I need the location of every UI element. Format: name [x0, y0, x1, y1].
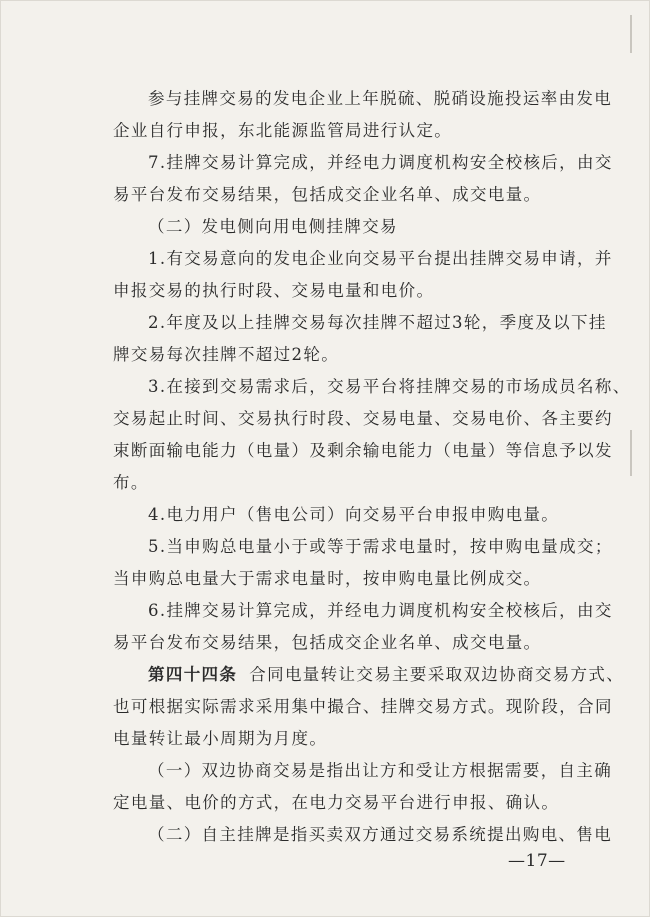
- scan-edge-mark: [630, 430, 632, 476]
- text-line-13: 布。: [113, 473, 149, 492]
- text-line-20: 也可根据实际需求采用集中撮合、挂牌交易方式。现阶段，合同: [113, 697, 613, 716]
- article-number: 第四十四条: [148, 665, 238, 684]
- text-line-8: 2.年度及以上挂牌交易每次挂牌不超过3轮，季度及以下挂: [148, 313, 607, 332]
- text-line-7: 申报交易的执行时段、交易电量和电价。: [113, 281, 435, 300]
- text-line-9: 牌交易每次挂牌不超过2轮。: [113, 345, 340, 364]
- text-line-22: （一）双边协商交易是指出让方和受让方根据需要，自主确: [148, 761, 613, 780]
- text-line-12: 束断面输电能力（电量）及剩余输电能力（电量）等信息予以发: [113, 441, 613, 460]
- text-line-14: 4.电力用户（售电公司）向交易平台申报申购电量。: [148, 505, 560, 524]
- text-line-6: 1.有交易意向的发电企业向交易平台提出挂牌交易申请，并: [148, 249, 613, 268]
- text-line-15: 5.当申购总电量小于或等于需求电量时，按申购电量成交；: [148, 537, 613, 556]
- text-line-11: 交易起止时间、交易执行时段、交易电量、交易电价、各主要约: [113, 409, 613, 428]
- article-line: [148, 665, 624, 685]
- scan-edge-mark: [630, 15, 632, 53]
- text-line-24: （二）自主挂牌是指买卖双方通过交易系统提出购电、售电: [148, 825, 613, 844]
- text-line-10: 3.在接到交易需求后，交易平台将挂牌交易的市场成员名称、: [148, 377, 631, 396]
- page-number: —17—: [508, 851, 566, 871]
- text-line-17: 6.挂牌交易计算完成，并经电力调度机构安全校核后，由交: [148, 601, 613, 620]
- text-line-21: 电量转让最小周期为月度。: [113, 729, 328, 748]
- text-line-23: 定电量、电价的方式，在电力交易平台进行申报、确认。: [113, 793, 560, 812]
- article-text: 合同电量转让交易主要采取双边协商交易方式、: [249, 665, 625, 684]
- text-line-1: 参与挂牌交易的发电企业上年脱硫、脱硝设施投运率由发电: [148, 89, 613, 108]
- text-line-16: 当申购总电量大于需求电量时，按申购电量比例成交。: [113, 569, 542, 588]
- text-line-2: 企业自行申报，东北能源监管局进行认定。: [113, 121, 453, 140]
- section-heading: （二）发电侧向用电侧挂牌交易: [148, 217, 398, 236]
- text-line-4: 易平台发布交易结果，包括成交企业名单、成交电量。: [113, 185, 542, 204]
- text-line-18: 易平台发布交易结果，包括成交企业名单、成交电量。: [113, 633, 542, 652]
- text-line-3: 7.挂牌交易计算完成，并经电力调度机构安全校核后，由交: [148, 153, 613, 172]
